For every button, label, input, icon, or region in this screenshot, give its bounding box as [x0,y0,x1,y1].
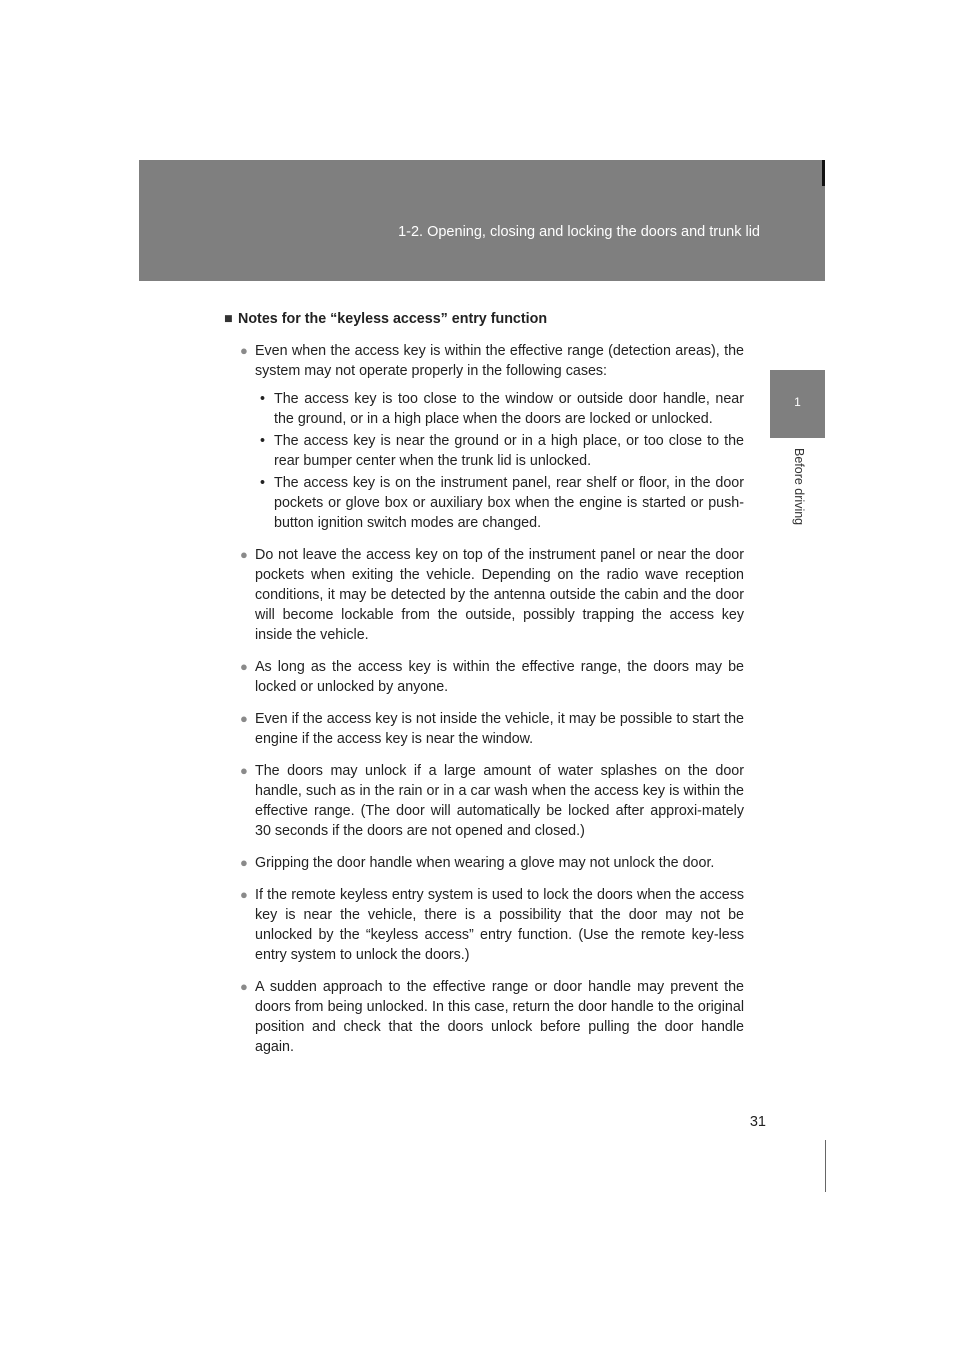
sub-list [260,389,744,533]
circle-bullet-icon: ● [240,711,248,726]
list-item-text: Even if the access key is not inside the vehicle, it may be possible to start the engine if the access key is near the window. [255,711,744,747]
crop-mark-bottom [825,1140,826,1192]
circle-bullet-icon: ● [240,855,248,870]
list-item [240,709,744,749]
list-item-text: The doors may unlock if a large amount of water splashes on the door handle, such as in the rain or in a car wash when the access key is within the effective range. (The door will automatically be locked after approxi-mately 30 seconds if the doors are not opened and closed.) [255,763,744,839]
list-item [240,545,744,645]
circle-bullet-icon: ● [240,887,248,902]
dot-bullet-icon: • [260,391,266,407]
circle-bullet-icon: ● [240,763,248,778]
list-item-text: Do not leave the access key on top of the instrument panel or near the door pockets when exiting the vehicle. Depending on the radio wave reception conditions, it may be detected by the antenna outside the cabin and the door will become lockable from the outside, possibly trapping the access key inside the vehicle. [255,547,744,643]
side-tab-number-text: 1 [794,395,801,409]
list-item-text: Even when the access key is within the effective range (detection areas), the system may not operate properly in the following cases: [255,343,744,379]
list-item [240,657,744,697]
list-item [240,341,744,381]
list-item-text: A sudden approach to the effective range or door handle may prevent the doors from being unlocked. In this case, return the door handle to the original position and check that the doors unlock before pulling the door handle again. [255,979,744,1055]
sub-list-item [260,473,744,533]
list-item-text: As long as the access key is within the effective range, the doors may be locked or unlocked by anyone. [255,659,744,695]
sub-list-item [260,389,744,429]
sub-list-item-text: The access key is too close to the window or outside door handle, near the ground, or in a high place when the doors are locked or unlocked. [274,391,744,427]
header-band [139,160,825,281]
section-heading [224,309,744,329]
list-item-text: If the remote keyless entry system is used to lock the doors when the access key is near the vehicle, there is a possibility that the door may not be unlocked by the “keyless access” entry function. (Use the remote key-less entry system to unlock the doors.) [255,887,744,963]
circle-bullet-icon: ● [240,979,248,994]
list-item [240,853,744,873]
chapter-title: 1-2. Opening, closing and locking the doors and trunk lid [398,224,760,240]
list-item [240,761,744,841]
list-item [240,977,744,1057]
crop-mark-top [822,160,825,186]
dot-bullet-icon: • [260,475,266,491]
dot-bullet-icon: • [260,433,266,449]
main-content [224,309,744,1069]
sub-list-item [260,431,744,471]
list-item-text: Gripping the door handle when wearing a glove may not unlock the door. [255,855,715,871]
page-number: 31 [749,1114,766,1130]
section-title: Notes for the “keyless access” entry function [238,311,548,327]
side-tab-label: Before driving [792,448,806,526]
side-tab-number [770,370,825,438]
sub-list-item-text: The access key is near the ground or in a high place, or too close to the rear bumper center when the trunk lid is unlocked. [274,433,744,469]
list-item [240,885,744,965]
circle-bullet-icon: ● [240,659,248,674]
square-bullet-icon: ■ [224,311,233,327]
sub-list-item-text: The access key is on the instrument panel, rear shelf or floor, in the door pockets or glove box or auxiliary box when the engine is started or push-button ignition switch modes are changed. [274,475,744,531]
circle-bullet-icon: ● [240,547,248,562]
circle-bullet-icon: ● [240,343,248,358]
